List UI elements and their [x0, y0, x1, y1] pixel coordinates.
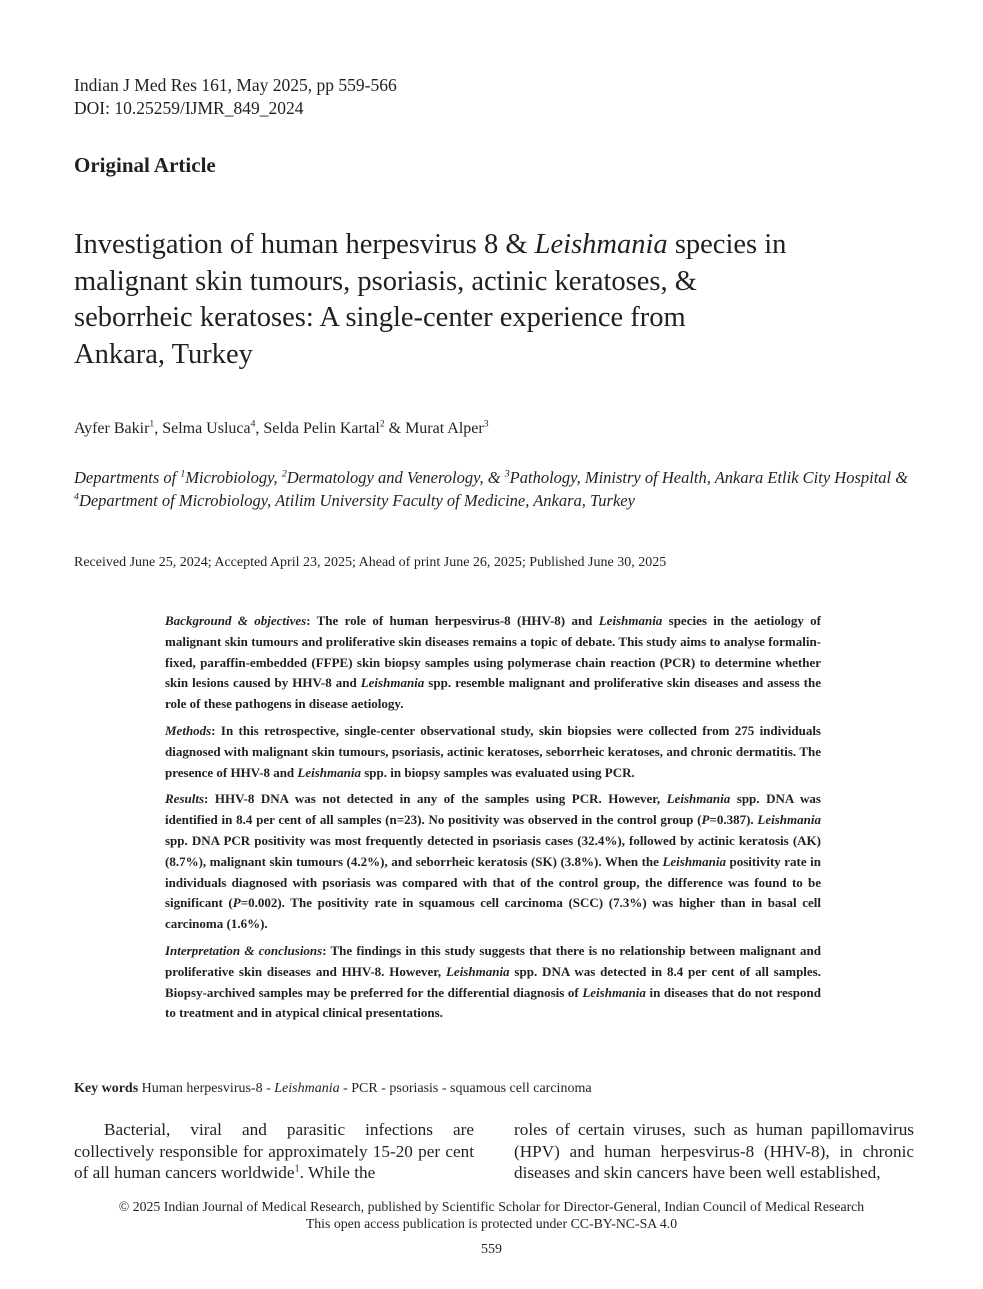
- abstract-interpretation: Interpretation & conclusions: The findings in this study suggests that there is no relationship between malignant and proliferative skin diseases and HHV-8. However, Leishmania spp. DNA was detected in 8.4 per cent of all samples. Biopsy-archived samples may be preferred for the differential diagnosis of Leishmania in diseases that do not respond to treatment and in atypical clinical presentations.: [165, 942, 821, 1021]
- author-list: Ayfer Bakir$^1$, Selma Usluca$^4$, Selda Pelin Kartal$^2$ & Murat Alper$^3$: [74, 418, 489, 437]
- abstract-methods: Methods: In this retrospective, single-center observational study, skin biopsies were collected from 275 individuals diagnosed with malignant skin tumours, psoriasis, actinic keratoses, seborrheic keratoses, and chronic dermatitis. The presence of HHV-8 and Leishmania spp. in biopsy samples was evaluated using PCR.: [165, 722, 821, 780]
- reference-mark: 1: [294, 1163, 300, 1175]
- copyright-line: © 2025 Indian Journal of Medical Research, published by Scientific Scholar for Director-General, Indian Council of Medical Research: [118, 1199, 865, 1214]
- author-affiliation-mark: 1: [149, 418, 155, 430]
- journal-header: [74, 74, 397, 120]
- body-column-left: Bacterial, viral and parasitic infections are collectively responsible for approximately 15-20 per cent of all human cancers worldwide$^1$. While the: [74, 1120, 474, 1182]
- affiliations: Departments of $^1$Microbiology, $^2$Dermatology and Venerology, & $^3$Pathology, Ministry of Health, Ankara Etlik City Hospital & $^4$Department of Microbiology, Atilim University Faculty of Medicine, Ankara, Turkey: [74, 468, 909, 510]
- article-type: Original Article: [74, 153, 216, 177]
- publication-dates: Received June 25, 2024; Accepted April 23, 2025; Ahead of print June 26, 2025; Published June 30, 2025: [74, 555, 667, 570]
- journal-citation: Indian J Med Res 161, May 2025, pp 559-566: [74, 75, 397, 95]
- author-affiliation-mark: 3: [483, 418, 489, 430]
- license-line: This open access publication is protected under CC-BY-NC-SA 4.0: [305, 1216, 678, 1231]
- doi: DOI: 10.25259/IJMR_849_2024: [74, 98, 304, 118]
- author-affiliation-mark: 2: [379, 418, 385, 430]
- author-name: Murat Alper: [405, 420, 484, 437]
- page-number: 559: [481, 1242, 502, 1257]
- body-column-right: roles of certain viruses, such as human papillomavirus (HPV) and human herpesvirus-8 (HHV-8), in chronic diseases and skin cancers have been well established,: [514, 1120, 914, 1182]
- author-name: Selda Pelin Kartal: [263, 420, 380, 437]
- article-title: Investigation of human herpesvirus 8 & Leishmania species in malignant skin tumours, psoriasis, actinic keratoses, & seborrheic keratoses: A single-center experience from Ankara, Turkey: [74, 229, 787, 370]
- author-name: Ayfer Bakir: [74, 420, 150, 437]
- copyright-footer: [0, 1198, 983, 1232]
- abstract-background: Background & objectives: The role of human herpesvirus-8 (HHV-8) and Leishmania species in the aetiology of malignant skin tumours and proliferative skin diseases remains a topic of debate. This study aims to analyse formalin-fixed, paraffin-embedded (FFPE) skin biopsy samples using polymerase chain reaction (PCR) to determine whether skin lesions caused by HHV-8 and Leishmania spp. resemble malignant and proliferative skin diseases and assess the role of these pathogens in disease aetiology.: [165, 613, 822, 712]
- abstract: [165, 611, 821, 1030]
- abstract-section-label: Background & objectives: [165, 613, 307, 628]
- abstract-section-label: Results: [165, 791, 205, 807]
- abstract-section-label: Methods: [165, 722, 212, 738]
- keywords: Key words Human herpesvirus-8 - Leishmania - PCR - psoriasis - squamous cell carcinoma: [74, 1081, 592, 1096]
- author-affiliation-mark: 4: [250, 418, 256, 430]
- author-name: Selma Usluca: [162, 420, 251, 437]
- abstract-section-label: Interpretation & conclusions: [165, 942, 323, 958]
- keywords-label: Key words: [74, 1081, 139, 1096]
- abstract-results: Results: HHV-8 DNA was not detected in any of the samples using PCR. However, Leishmania spp. DNA was identified in 8.4 per cent of all samples (n=23). No positivity was observed in the control group (P=0.387). Leishmania spp. DNA PCR positivity was most frequently detected in psoriasis cases (32.4%), followed by actinic keratosis (AK) (8.7%), malignant skin tumours (4.2%), and seborrheic keratosis (SK) (3.8%). When the Leishmania positivity rate in individuals diagnosed with psoriasis was compared with that of the control group, the difference was found to be significant (P=0.002). The positivity rate in squamous cell carcinoma (SCC) (7.3%) was higher than in basal cell carcinoma (1.6%).: [165, 791, 821, 932]
